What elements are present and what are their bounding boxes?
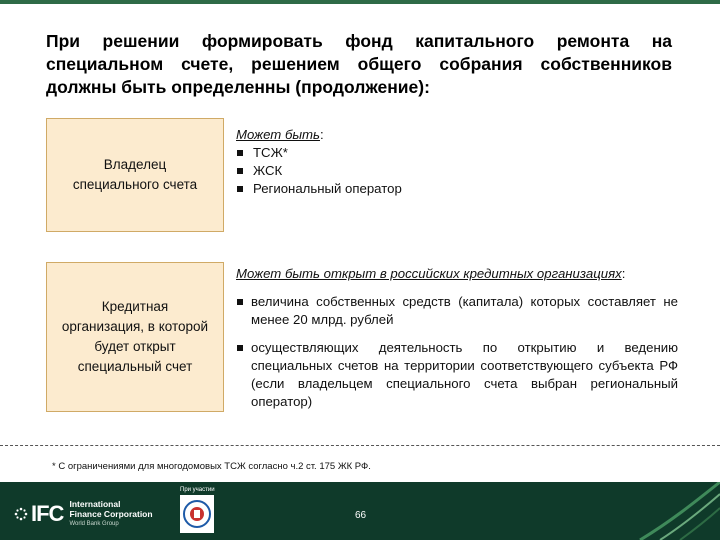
list-item bbox=[236, 162, 676, 180]
list-item-text: величина собственных средств (капитала) которых составляет не менее 20 млрд. рублей bbox=[251, 294, 678, 327]
ifc-star-icon bbox=[14, 507, 28, 521]
bank-conditions-list bbox=[236, 293, 678, 411]
list-item-text: осуществляющих деятельность по открытию и ведению специальных счетов на территории соответствующего субъекта РФ (если владельцем специального счета выбран региональный оператор) bbox=[251, 340, 678, 409]
ifc-logo-line2: Finance Corporation bbox=[69, 509, 153, 519]
swoosh-graphic bbox=[600, 482, 720, 540]
owner-options-lead bbox=[236, 126, 676, 144]
participation-label: При участии bbox=[180, 487, 215, 493]
owner-box bbox=[46, 118, 224, 232]
emblem-icon bbox=[180, 495, 214, 533]
bullet-square-icon bbox=[237, 299, 243, 305]
bullet-square-icon bbox=[237, 345, 243, 351]
page-title: При решении формировать фонд капитального ремонта на специальном счете, решением общего собрания собственников должны быть определенны (продолжение): bbox=[46, 31, 672, 97]
owner-lead-colon: : bbox=[319, 127, 324, 142]
top-accent-rule bbox=[0, 0, 720, 4]
owner-options bbox=[236, 126, 676, 198]
ifc-logo-sub: World Bank Group bbox=[69, 521, 119, 527]
bank-box-label: Кредитная организация, в которой будет открыт специальный счет bbox=[61, 299, 209, 374]
ifc-logo-text bbox=[69, 499, 152, 529]
owner-box-label: Владелец специального счета bbox=[72, 157, 198, 192]
owner-lead-text: Может быть bbox=[236, 127, 320, 142]
list-item bbox=[236, 293, 678, 329]
bank-lead-colon: : bbox=[621, 266, 626, 281]
bank-box bbox=[46, 262, 224, 412]
ifc-logo-line1: International bbox=[69, 499, 121, 509]
bank-conditions bbox=[236, 265, 678, 421]
bullet-square-icon bbox=[237, 168, 243, 174]
ifc-logo-mark: IFC bbox=[31, 501, 64, 526]
list-item bbox=[236, 180, 676, 198]
bank-lead-text: Может быть открыт в российских кредитных организациях bbox=[236, 266, 622, 281]
list-item bbox=[236, 144, 676, 162]
bullet-square-icon bbox=[237, 150, 243, 156]
list-item-text: ТСЖ* bbox=[253, 145, 288, 160]
dashed-divider bbox=[0, 445, 720, 446]
footnote: * С ограничениями для многодомовых ТСЖ согласно ч.2 ст. 175 ЖК РФ. bbox=[52, 461, 371, 472]
page-number: 66 bbox=[355, 510, 367, 521]
ifc-logo bbox=[14, 499, 153, 529]
footer-bar bbox=[0, 482, 720, 540]
list-item-text: Региональный оператор bbox=[253, 181, 402, 196]
list-item bbox=[236, 339, 678, 411]
owner-options-list bbox=[236, 144, 676, 198]
bullet-square-icon bbox=[237, 186, 243, 192]
bank-conditions-lead bbox=[236, 265, 678, 283]
list-item-text: ЖСК bbox=[253, 163, 283, 178]
